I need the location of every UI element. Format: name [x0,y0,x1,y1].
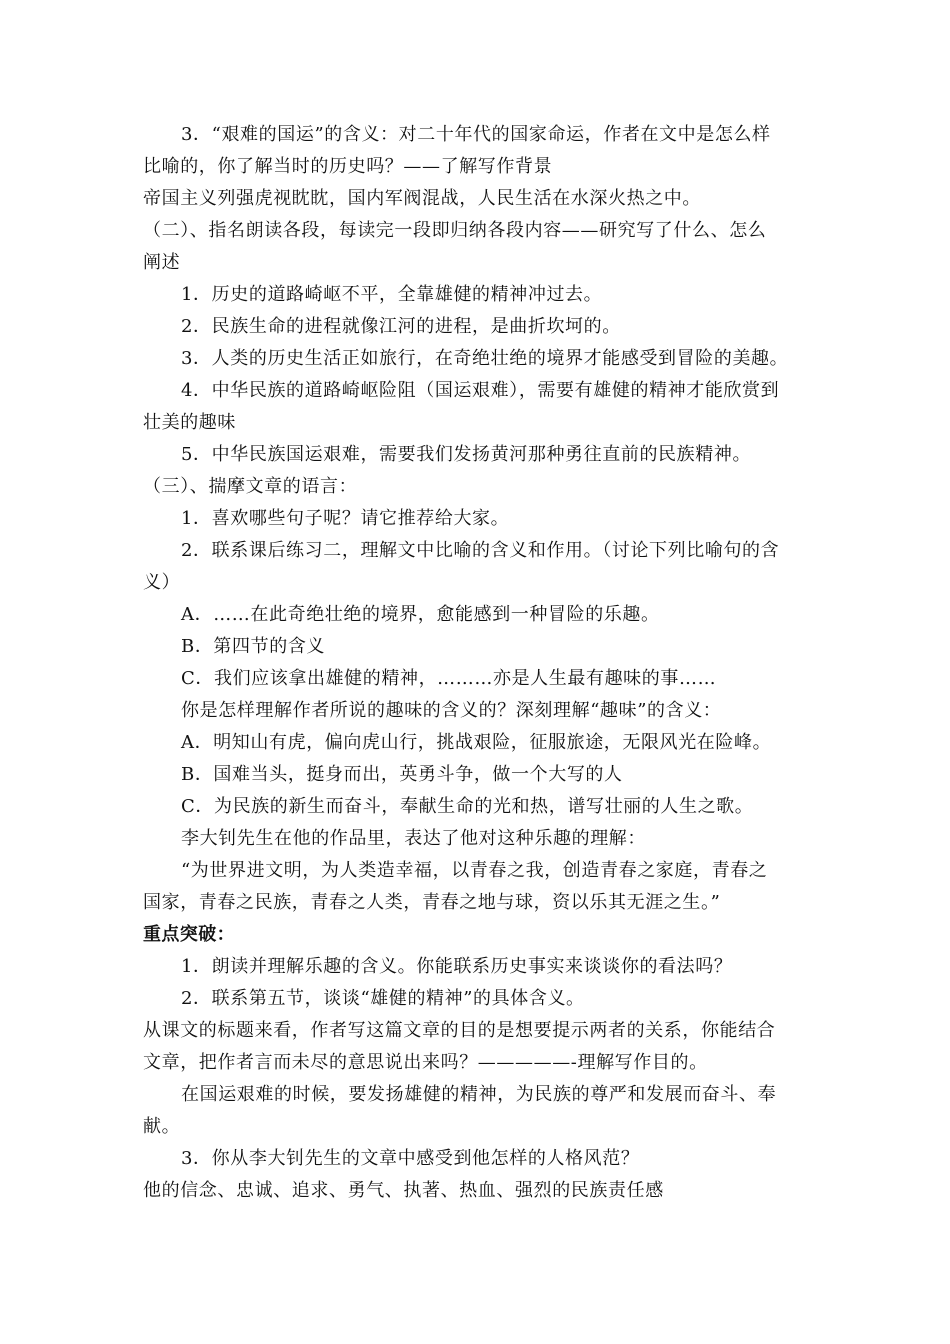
text-line: 阐述 [143,252,181,273]
text-line: 从课文的标题来看，作者写这篇文章的目的是想要提示两者的关系，你能结合 [143,1020,776,1041]
list-item: B．第四节的含义 [181,636,326,657]
section-heading: （三）、揣摩文章的语言： [143,476,358,497]
list-item: 5．中华民族国运艰难，需要我们发扬黄河那种勇往直前的民族精神。 [181,444,752,465]
list-item: 2．联系第五节，谈谈“雄健的精神”的具体含义。 [181,988,585,1009]
text-line: 你是怎样理解作者所说的趣味的含义的？深刻理解“趣味”的含义： [181,700,722,721]
list-item: 2．联系课后练习二，理解文中比喻的含义和作用。（讨论下列比喻句的含 [181,540,780,561]
list-item: 4．中华民族的道路崎岖险阻（国运艰难），需要有雄健的精神才能欣赏到 [181,380,780,401]
list-item: 1．喜欢哪些句子呢？请它推荐给大家。 [181,508,510,529]
list-item: 2．民族生命的进程就像江河的进程，是曲折坎坷的。 [181,316,621,337]
list-item: C．我们应该拿出雄健的精神，………亦是人生最有趣味的事…… [181,668,717,689]
list-item: B．国难当头，挺身而出，英勇斗争，做一个大写的人 [181,764,623,785]
list-item: C．为民族的新生而奋斗，奉献生命的光和热，谱写壮丽的人生之歌。 [181,796,754,817]
text-line: 义） [143,572,181,593]
text-line: 李大钊先生在他的作品里，表达了他对这种乐趣的理解： [181,828,646,849]
text-line: 帝国主义列强虎视眈眈，国内军阀混战，人民生活在水深火热之中。 [143,188,701,209]
text-line: 文章，把作者言而未尽的意思说出来吗？—————-理解写作目的。 [143,1052,708,1073]
text-line: 在国运艰难的时候，要发扬雄健的精神，为民族的尊严和发展而奋斗、奉 [181,1084,777,1105]
section-heading: （二）、指名朗读各段，每读完一段即归纳各段内容——研究写了什么、怎么 [143,220,767,241]
list-item: 3．人类的历史生活正如旅行，在奇绝壮绝的境界才能感受到冒险的美趣。 [181,348,789,369]
text-line: 壮美的趣味 [143,412,236,433]
text-line: 3．“艰难的国运”的含义：对二十年代的国家命运，作者在文中是怎么样 [181,124,771,145]
list-item: 1．历史的道路崎岖不平，全靠雄健的精神冲过去。 [181,284,603,305]
quote-line: “为世界进文明，为人类造幸福，以青春之我，创造青春之家庭，青春之 [181,860,768,881]
text-line: 献。 [143,1116,181,1137]
quote-line: 国家，青春之民族，青春之人类，青春之地与球，资以乐其无涯之生。” [143,892,721,913]
section-heading: 重点突破： [143,924,235,945]
list-item: A．明知山有虎，偏向虎山行，挑战艰险，征服旅途，无限风光在险峰。 [181,732,772,753]
list-item: A．……在此奇绝壮绝的境界，愈能感到一种冒险的乐趣。 [181,604,660,625]
text-line: 他的信念、忠诚、追求、勇气、执著、热血、强烈的民族责任感 [143,1180,664,1201]
text-line: 比喻的，你了解当时的历史吗？——了解写作背景 [143,156,553,177]
list-item: 3．你从李大钊先生的文章中感受到他怎样的人格风范？ [181,1148,640,1169]
list-item: 1．朗读并理解乐趣的含义。你能联系历史事实来谈谈你的看法吗？ [181,956,733,977]
